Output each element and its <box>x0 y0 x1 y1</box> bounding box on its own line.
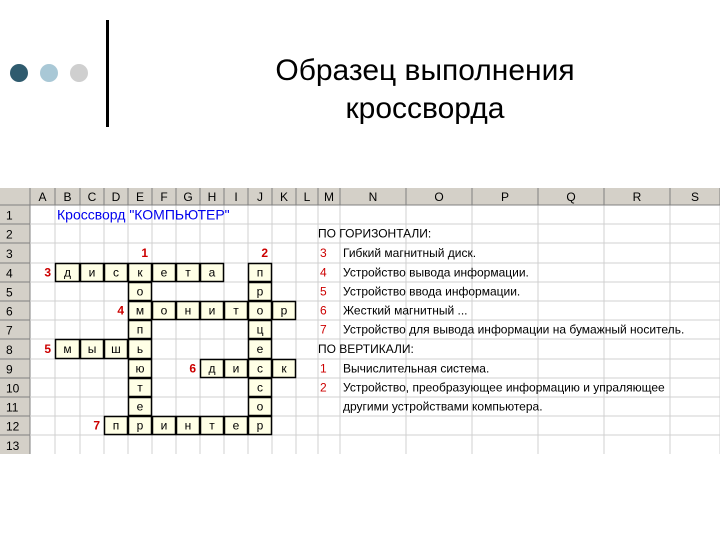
column-header-s[interactable]: S <box>690 190 700 204</box>
crossword-letter: ш <box>111 342 121 356</box>
slide-title-line2: кроссворда <box>345 92 505 125</box>
crossword-letter: е <box>256 342 264 356</box>
column-header-b[interactable]: B <box>63 190 72 204</box>
crossword-letter: с <box>113 265 119 280</box>
crossword-letter: м <box>135 303 145 318</box>
crossword-letter: к <box>281 361 287 376</box>
column-header-d[interactable]: D <box>111 190 121 204</box>
crossword-letter: р <box>280 303 288 318</box>
crossword-letter: к <box>137 265 143 280</box>
crossword-letter: т <box>209 418 215 433</box>
slide-title <box>200 52 650 128</box>
row-header-12[interactable]: 12 <box>6 419 20 434</box>
crossword-letter: о <box>256 399 264 414</box>
bullet-dot-light <box>40 64 58 82</box>
crossword-clue-number: 3 <box>44 265 51 280</box>
row-header-8[interactable]: 8 <box>6 343 13 357</box>
column-header-l[interactable]: L <box>303 190 311 204</box>
crossword-clue-number: 2 <box>261 246 268 260</box>
crossword-letter: р <box>256 284 264 299</box>
column-header-g[interactable]: G <box>183 190 193 204</box>
clue-text: Гибкий магнитный диск. <box>343 246 477 260</box>
row-header-11[interactable]: 11 <box>6 400 19 415</box>
bullet-dot-dark <box>10 64 28 82</box>
crossword-letter: и <box>160 418 168 433</box>
clue-number: 6 <box>320 303 327 318</box>
clue-text: другими устройствами компьютера. <box>343 399 543 414</box>
row-header-10[interactable]: 10 <box>6 381 20 396</box>
row-header-3[interactable]: 3 <box>6 247 13 261</box>
column-header-q[interactable]: Q <box>566 190 576 204</box>
crossword-clue-number: 6 <box>189 361 196 376</box>
crossword-letter: и <box>208 303 216 318</box>
crossword-letter: с <box>257 361 263 376</box>
crossword-letter: е <box>136 399 144 414</box>
clue-text: Вычислительная система. <box>343 361 490 376</box>
slide-title-line1: Образец выполнения <box>275 54 575 87</box>
row-header-4[interactable]: 4 <box>6 266 13 281</box>
crossword-letter: ь <box>136 342 144 356</box>
crossword-letter: п <box>256 265 264 280</box>
column-header-k[interactable]: K <box>279 190 289 204</box>
crossword-letter: ц <box>256 322 264 337</box>
row-header-7[interactable]: 7 <box>6 323 13 338</box>
crossword-letter: а <box>208 265 216 280</box>
clue-number: 5 <box>320 284 327 299</box>
clue-text: Жесткий магнитный ... <box>343 303 468 318</box>
crossword-title: Кроссворд "КОМПЬЮТЕР" <box>57 206 230 223</box>
clue-text: Устройство ввода информации. <box>343 284 521 299</box>
crossword-letter: е <box>232 418 240 433</box>
column-header-m[interactable]: M <box>324 190 334 204</box>
vertical-divider <box>106 20 109 127</box>
clue-section-heading: ПО ВЕРТИКАЛИ: <box>318 342 414 356</box>
row-header-1[interactable]: 1 <box>6 208 13 223</box>
column-header-h[interactable]: H <box>207 190 217 204</box>
crossword-letter: р <box>256 418 264 433</box>
clue-section-heading: ПО ГОРИЗОНТАЛИ: <box>318 226 432 241</box>
column-header-e[interactable]: E <box>135 190 145 204</box>
column-header-p[interactable]: P <box>500 190 510 204</box>
crossword-letter: т <box>233 303 239 318</box>
crossword-letter: п <box>136 322 144 337</box>
column-header-a[interactable]: A <box>38 190 47 204</box>
row-header-13[interactable]: 13 <box>6 439 20 453</box>
row-header-9[interactable]: 9 <box>6 362 13 377</box>
crossword-letter: и <box>88 265 96 280</box>
crossword-clue-number: 7 <box>93 418 100 433</box>
crossword-letter: д <box>208 361 216 376</box>
crossword-letter: е <box>160 265 168 280</box>
crossword-letter: н <box>184 303 192 318</box>
clue-number: 2 <box>320 380 327 395</box>
crossword-letter: с <box>257 380 263 395</box>
crossword-letter: ы <box>87 342 97 356</box>
column-header-r[interactable]: R <box>632 190 642 204</box>
row-header-6[interactable]: 6 <box>6 304 13 319</box>
clue-text: Устройство вывода информации. <box>343 265 529 280</box>
column-header-n[interactable]: N <box>368 190 378 204</box>
crossword-clue-number: 4 <box>117 303 124 318</box>
crossword-letter: т <box>185 265 191 280</box>
clue-number: 1 <box>320 361 327 376</box>
column-header-bar <box>0 188 720 205</box>
column-header-o[interactable]: O <box>434 190 444 204</box>
clue-text: Устройство, преобразующее информацию и упраляющее <box>343 380 665 395</box>
clue-text: Устройство для вывода информации на бумажный носитель. <box>343 322 685 337</box>
crossword-letter: д <box>63 265 72 280</box>
crossword-clue-number: 1 <box>141 246 148 260</box>
crossword-letter: и <box>232 361 240 376</box>
spreadsheet <box>0 188 720 454</box>
column-header-j[interactable]: J <box>257 190 263 204</box>
crossword-letter: о <box>256 303 264 318</box>
clue-number: 3 <box>320 246 327 260</box>
row-header-2[interactable]: 2 <box>6 227 13 242</box>
clue-number: 4 <box>320 265 327 280</box>
clue-number: 7 <box>320 322 327 337</box>
slide-bullets <box>10 64 100 84</box>
crossword-letter: п <box>112 418 120 433</box>
crossword-letter: ю <box>135 361 145 376</box>
column-header-c[interactable]: C <box>87 190 97 204</box>
column-header-f[interactable]: F <box>160 190 168 204</box>
crossword-clue-number: 5 <box>44 342 51 356</box>
crossword-letter: м <box>63 342 72 356</box>
crossword-letter: о <box>136 284 144 299</box>
crossword-letter: т <box>137 380 143 395</box>
crossword-letter: н <box>184 418 192 433</box>
bullet-dot-grey <box>70 64 88 82</box>
row-header-5[interactable]: 5 <box>6 285 13 300</box>
spreadsheet-grid <box>0 188 720 454</box>
crossword-letter: р <box>136 418 144 433</box>
crossword-letter: о <box>160 303 168 318</box>
column-header-i[interactable]: I <box>234 190 238 204</box>
